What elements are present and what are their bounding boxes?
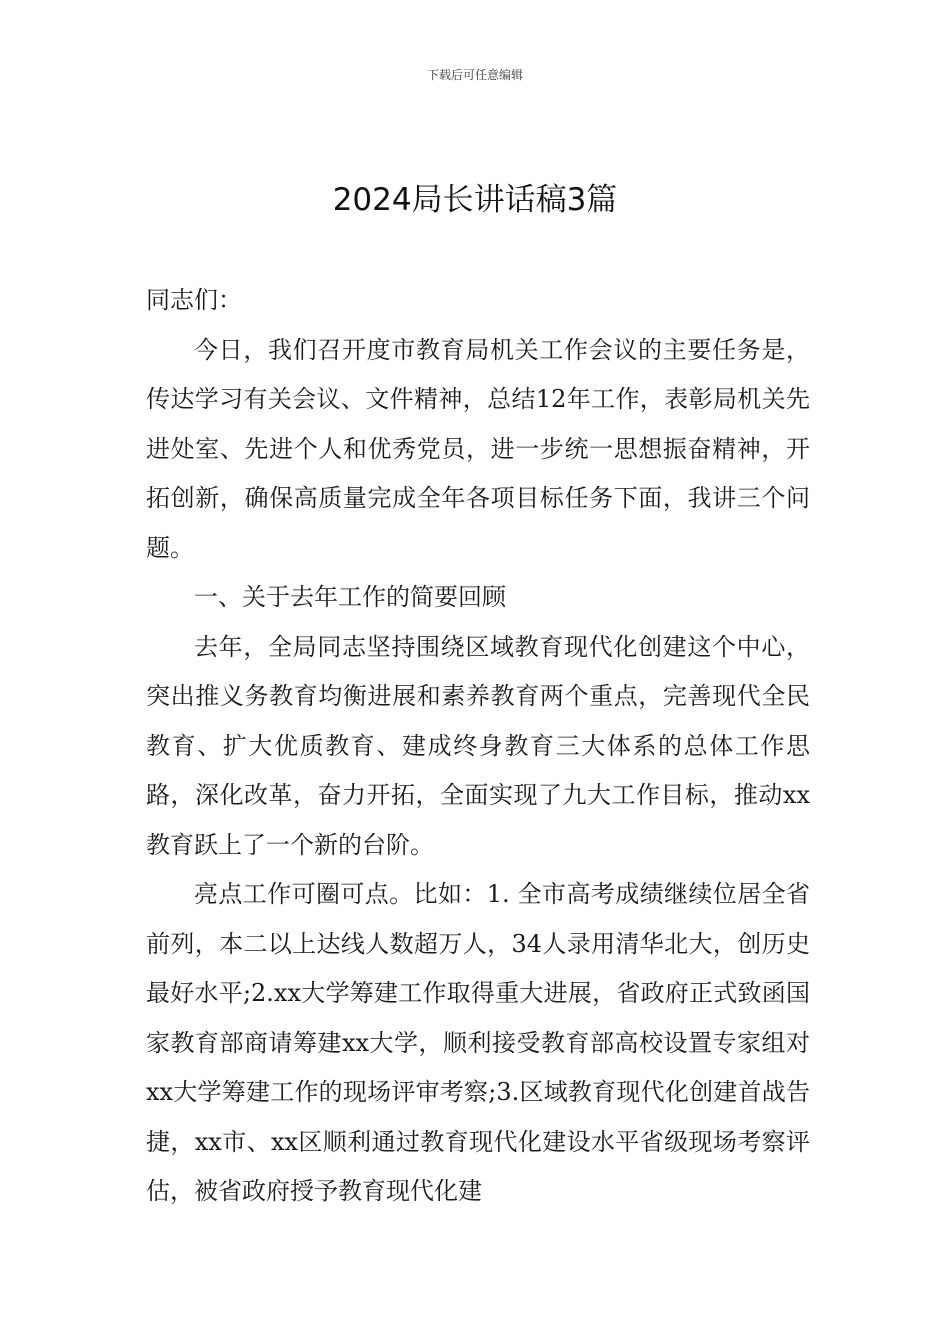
header-note: 下载后可任意编辑 (426, 68, 523, 82)
section-heading-1: 一、关于去年工作的简要回顾 (194, 583, 506, 611)
paragraph-highlights: 亮点工作可圈可点。比如：1. 全市高考成绩继续位居全省前列，本二以上达线人数超万人，34人录用清华北大，创历史最好水平;2.xx大学筹建工作取得重大进展，省政府正式致函国家教育部商请筹建xx大学，顺利接受教育部高校设置专家组对xx大学筹建工作的现场评审考察;3.区域教育现代化创建首战告捷，xx市、xx区顺利通过教育现代化建设水平省级现场考察评估，被省政府授予教育现代化建 (146, 880, 810, 1205)
document-body (146, 276, 810, 1217)
paragraph-review: 去年，全局同志坚持围绕区域教育现代化创建这个中心，突出推义务教育均衡进展和素养教育两个重点，完善现代全民教育、扩大优质教育、建成终身教育三大体系的总体工作思路，深化改革，奋力开拓，全面实现了九大工作目标，推动xx教育跃上了一个新的台阶。 (146, 632, 810, 859)
document-title: 2024局长讲话稿3篇 (332, 182, 618, 218)
salutation: 同志们： (146, 286, 242, 314)
paragraph-opening: 今日，我们召开度市教育局机关工作会议的主要任务是，传达学习有关会议、文件精神，总结12年工作，表彰局机关先进处室、先进个人和优秀党员，进一步统一思想振奋精神，开拓创新，确保高质量完成全年各项目标任务下面，我讲三个问题。 (146, 335, 810, 562)
